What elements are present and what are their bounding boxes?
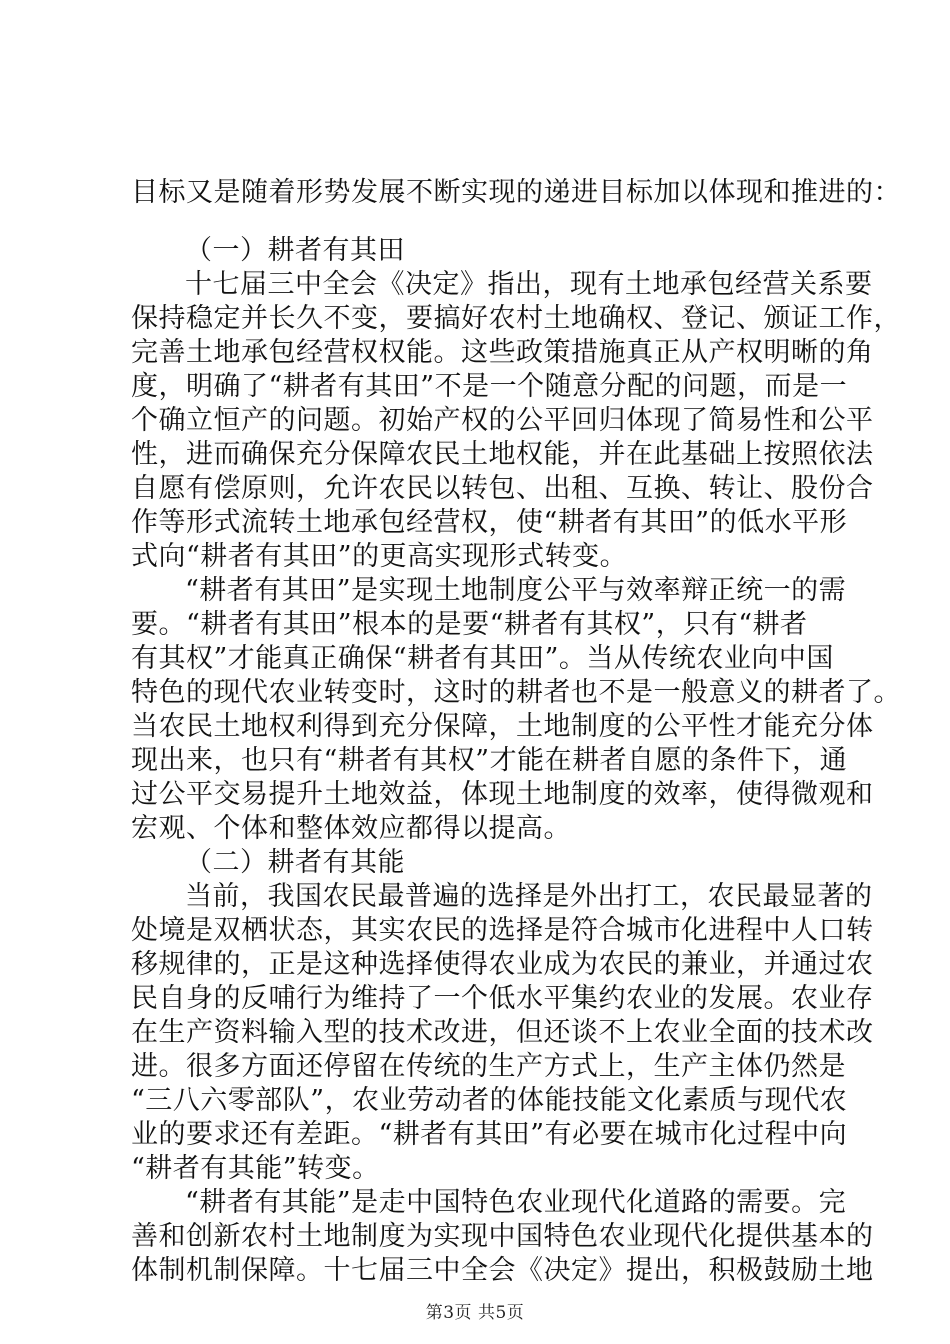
paragraph-line: “耕者有其能”转变。 <box>131 1153 380 1184</box>
paragraph-line: 式向“耕者有其田”的更高实现形式转变。 <box>131 541 628 572</box>
paragraph-line: 进。很多方面还停留在传统的生产方式上，生产主体仍然是 <box>131 1051 846 1082</box>
section-heading: （一）耕者有其田 <box>185 235 405 266</box>
paragraph-line: 现出来，也只有“耕者有其权”才能在耕者自愿的条件下，通 <box>131 745 848 776</box>
paragraph-line: 目标又是随着形势发展不断实现的递进目标加以体现和推进的： <box>131 177 901 208</box>
paragraph-line: 业的要求还有差距。“耕者有其田”有必要在城市化过程中向 <box>131 1119 848 1150</box>
paragraph-line: 当农民土地权利得到充分保障，土地制度的公平性才能充分体 <box>131 711 874 742</box>
paragraph-line: 善和创新农村土地制度为实现中国特色农业现代化提供基本的 <box>131 1221 874 1252</box>
paragraph-line: 特色的现代农业转变时，这时的耕者也不是一般意义的耕者了。 <box>131 677 901 708</box>
paragraph-line: 体制机制保障。十七届三中全会《决定》提出，积极鼓励土地 <box>131 1255 874 1286</box>
paragraph-line: 在生产资料输入型的技术改进，但还谈不上农业全面的技术改 <box>131 1017 874 1048</box>
paragraph-line: 度，明确了“耕者有其田”不是一个随意分配的问题，而是一 <box>131 371 848 402</box>
paragraph-line: “耕者有其能”是走中国特色农业现代化道路的需要。完 <box>185 1187 847 1218</box>
paragraph-line: 十七届三中全会《决定》指出，现有土地承包经营关系要 <box>185 269 873 300</box>
paragraph-line: 作等形式流转土地承包经营权，使“耕者有其田”的低水平形 <box>131 507 848 538</box>
paragraph-line: 性，进而确保充分保障农民土地权能，并在此基础上按照依法 <box>131 439 874 470</box>
section-heading: （二）耕者有其能 <box>185 847 405 878</box>
page-number: 第3页 共5页 <box>425 1303 525 1323</box>
paragraph-line: 要。“耕者有其田”根本的是要“耕者有其权”，只有“耕者 <box>131 609 808 640</box>
paragraph-line: 有其权”才能真正确保“耕者有其田”。当从传统农业向中国 <box>131 643 834 674</box>
paragraph-line: “耕者有其田”是实现土地制度公平与效率辩正统一的需 <box>185 575 847 606</box>
paragraph-line: 民自身的反哺行为维持了一个低水平集约农业的发展。农业存 <box>131 983 874 1014</box>
paragraph-line: 过公平交易提升土地效益，体现土地制度的效率，使得微观和 <box>131 779 874 810</box>
paragraph-line: 保持稳定并长久不变，要搞好农村土地确权、登记、颁证工作， <box>131 303 901 334</box>
paragraph-line: 处境是双栖状态，其实农民的选择是符合城市化进程中人口转 <box>131 915 874 946</box>
paragraph-line: “三八六零部队”，农业劳动者的体能技能文化素质与现代农 <box>131 1085 848 1116</box>
paragraph-line: 当前，我国农民最普遍的选择是外出打工，农民最显著的 <box>185 881 873 912</box>
paragraph-line: 宏观、个体和整体效应都得以提高。 <box>131 813 571 844</box>
paragraph-line: 自愿有偿原则，允许农民以转包、出租、互换、转让、股份合 <box>131 473 874 504</box>
paragraph-line: 移规律的，正是这种选择使得农业成为农民的兼业，并通过农 <box>131 949 874 980</box>
paragraph-line: 个确立恒产的问题。初始产权的公平回归体现了简易性和公平 <box>131 405 874 436</box>
paragraph-line: 完善土地承包经营权权能。这些政策措施真正从产权明晰的角 <box>131 337 874 368</box>
